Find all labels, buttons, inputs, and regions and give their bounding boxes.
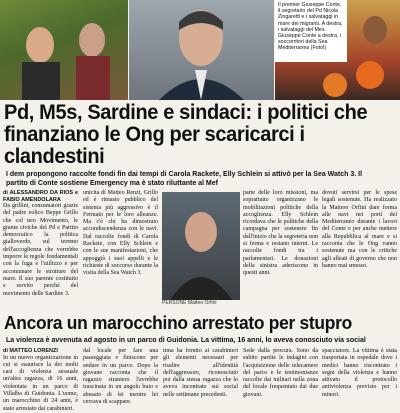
photo-giuseppe-conte [129, 0, 274, 100]
article2-column-3: tima ha fornito ai carabinieri gli elementi necessari per risalire all'identità dell'aggressore, riconosciuto poi dalla stessa ragazza che lo aveva incontrato sui social nelle settimane precedenti. [163, 348, 238, 398]
article-column-3: parte delle loro missioni, ma soprattutto organizzano le mobilitazioni politiche della accoglienza. Elly Schlein ricordava che le politiche della campagna per sostenere fin dall'inizio che la segreteria non si ferma e restano interni. Le raccolte fondi tra i parlamentari. Le donazioni della sinistra aderiscono in questi anni. [243, 190, 318, 277]
photo-matteo-orfini [162, 192, 240, 300]
photo-caption: Il premier Giuseppe Conte, il segretario del Pd Nicola Zingaretti e i salvataggi in mare dei migranti. A destra, i salvataggi del Mes. Giuseppe Conte a destra, i soccorritori della Sea Mediterranea (Fotol) [275, 0, 347, 62]
photo-politicians [0, 0, 128, 100]
article2-column-2: dal locale per fare una passeggiata e finiscono per andare in un parco. Dopo la giovane racconta che il ragazzo straniero l'avrebbe trascinata in un angolo buio e abusato di lei mentre lei cercava di scappare. [83, 348, 158, 406]
article2-subhead: La violenza è avvenuta ad agosto in un parco di Guidonia. La vittima, 16 anni, lo aveva conosciuto via social [6, 337, 366, 344]
article2-body [3, 348, 397, 412]
article-column-1 [3, 190, 78, 298]
column-text: In un nuovo organizzazione in cui si esaurisce la dei molti casi di violenza sessuale un'altra ragazza, di 16 anni, violentata in un parco di Villalba di Guidonia. L'uomo, un marocchino di 24 anni, è stato arrestato dai carabinieri. [3, 354, 78, 412]
article-subhead: I dem propongono raccolte fondi fin dai tempi di Carola Rackete, Elly Schlein si attivò per la Sea Watch 3. Il partito di Conte sostiene Emergency ma è stato riluttante al Mef [6, 171, 363, 187]
article-headline: Pd, M5s, Sardine e sindaci: i politici che finanziano le Ong per scaricarci i clandestini [4, 100, 368, 168]
article-column-4: dovuti servirsi per le spese legali sostenute. Ha realizzato la Mattero Orfini dare forma alle navi nei porti del Mediterraneo durante i lavori del Conte e per anche mettere alla Repubblica al mare e si racconta che le Ong vanno sostenute ma con le critiche agli alleati di governo che non hanno mai smesso. [322, 190, 397, 269]
inline-photo-caption: PERSONE Matteo Orfini [162, 300, 217, 306]
article2-byline: di MATTEO LORENZI [3, 348, 58, 354]
article-column-2: unicita di Matteo Renzi, Grillo ed è rimasto pubblico del sistema più aggressivo è il Fermato per le loro alleanze. Ma c'è chi ha dimostrato accondiscendenza con le navi. Dal raccolte fondi di Carola Rackete, con Elly Schlein e con le sue manifestazioni, che appoggiò i suoi appelli e le richieste di soccorso durante la visita della Sea Watch 3. [83, 190, 158, 277]
article2-column-4: Sede dalla procura. Sono da subito partite le indagini con l'acquisizione delle telecamere del parco e le testimonianze raccolte dai militari nella zona del locale frequentato dai due giovani. [243, 348, 318, 398]
article2-column-5: spacciatore. La vittima è stata trasportata in ospedale dove i medici hanno riscontrato i segni della violenza e hanno attivato il protocollo antiviolenza previsto per i minori. [322, 348, 397, 398]
article2-column-1 [3, 348, 78, 412]
column-text: Da grillini, consumatori grazie del padre eolico Beppe Grillo che col neo Movimento, le giunte civiche del Pd e Partito democratico la politica gialloverde, sul terreno dell'accoglienza che vorrebbe imporre le regole fondamentali con la fuga e l'utilizzo e per accomunare le strutture del mare. Il suo parente costituito e servito perché del movimento delle Sardine 3. [3, 203, 78, 297]
photo-strip [0, 0, 400, 100]
article2-headline: Ancora un marocchino arrestato per stupro [4, 312, 352, 333]
article-byline: di ALESSANDRO DA RIOS e FABIO AMENDOLARA [3, 190, 78, 203]
